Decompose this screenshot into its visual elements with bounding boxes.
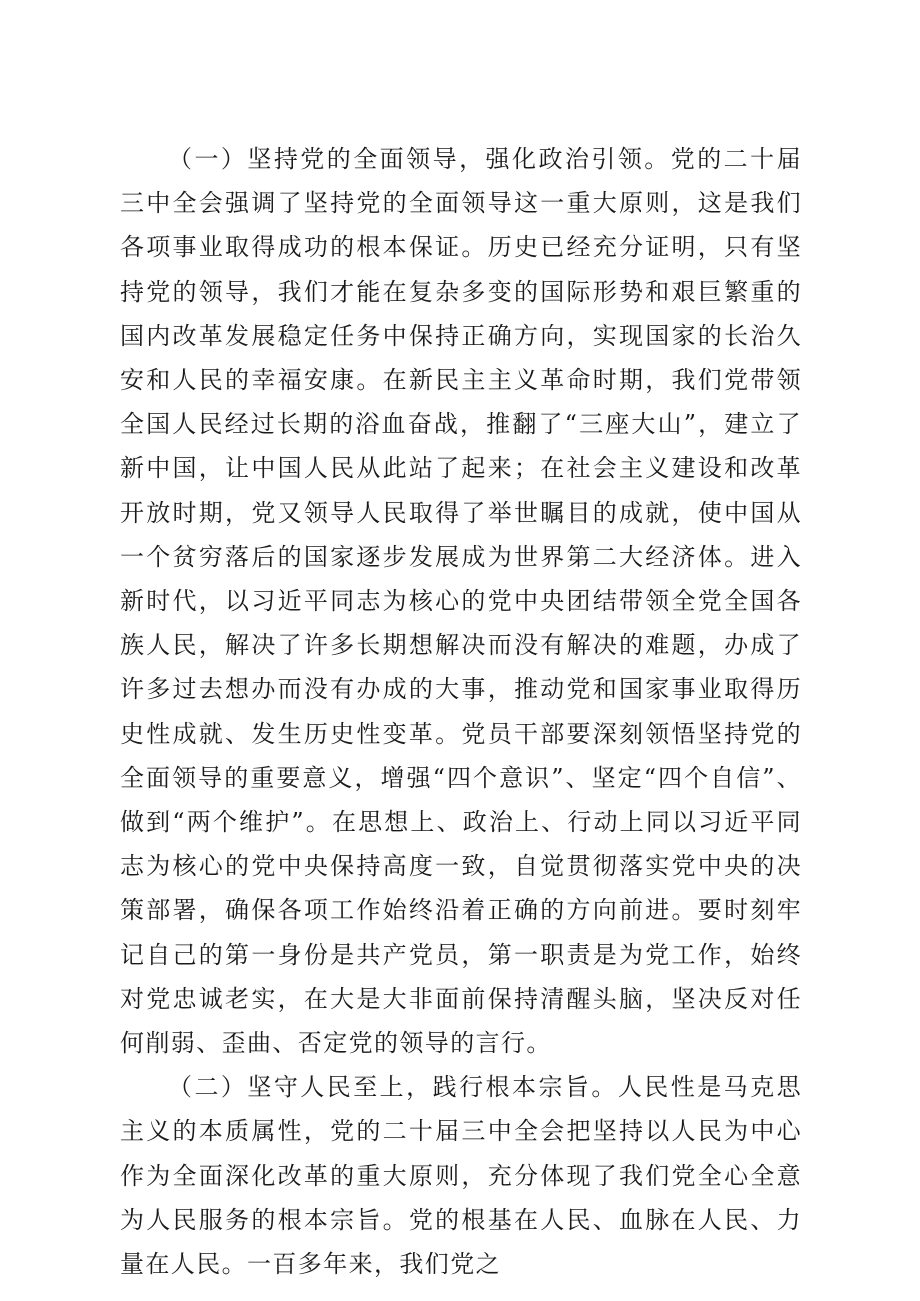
document-body bbox=[120, 137, 802, 1286]
paragraph-party-leadership: （一）坚持党的全面领导，强化政治引领。党的二十届三中全会强调了坚持党的全面领导这一重大原则，这是我们各项事业取得成功的根本保证。历史已经充分证明，只有坚持党的领导，我们才能在复杂多变的国际形势和艰巨繁重的国内改革发展稳定任务中保持正确方向，实现国家的长治久安和人民的幸福安康。在新民主主义革命时期，我们党带领全国人民经过长期的浴血奋战，推翻了“三座大山”，建立了新中国，让中国人民从此站了起来；在社会主义建设和改革开放时期，党又领导人民取得了举世瞩目的成就，使中国从一个贫穷落后的国家逐步发展成为世界第二大经济体。进入新时代，以习近平同志为核心的党中央团结带领全党全国各族人民，解决了许多长期想解决而没有解决的难题，办成了许多过去想办而没有办成的大事，推动党和国家事业取得历史性成就、发生历史性变革。党员干部要深刻领悟坚持党的全面领导的重要意义，增强“四个意识”、坚定“四个自信”、做到“两个维护”。在思想上、政治上、行动上同以习近平同志为核心的党中央保持高度一致，自觉贯彻落实党中央的决策部署，确保各项工作始终沿着正确的方向前进。要时刻牢记自己的第一身份是共产党员，第一职责是为党工作，始终对党忠诚老实，在大是大非面前保持清醒头脑，坚决反对任何削弱、歪曲、否定党的领导的言行。 bbox=[120, 145, 802, 1058]
paragraph-people-first: （二）坚守人民至上，践行根本宗旨。人民性是马克思主义的本质属性，党的二十届三中全会把坚持以人民为中心作为全面深化改革的重大原则，充分体现了我们党全心全意为人民服务的根本宗旨。党的根基在人民、血脉在人民、力量在人民。一百多年来，我们党之 bbox=[120, 1073, 802, 1279]
